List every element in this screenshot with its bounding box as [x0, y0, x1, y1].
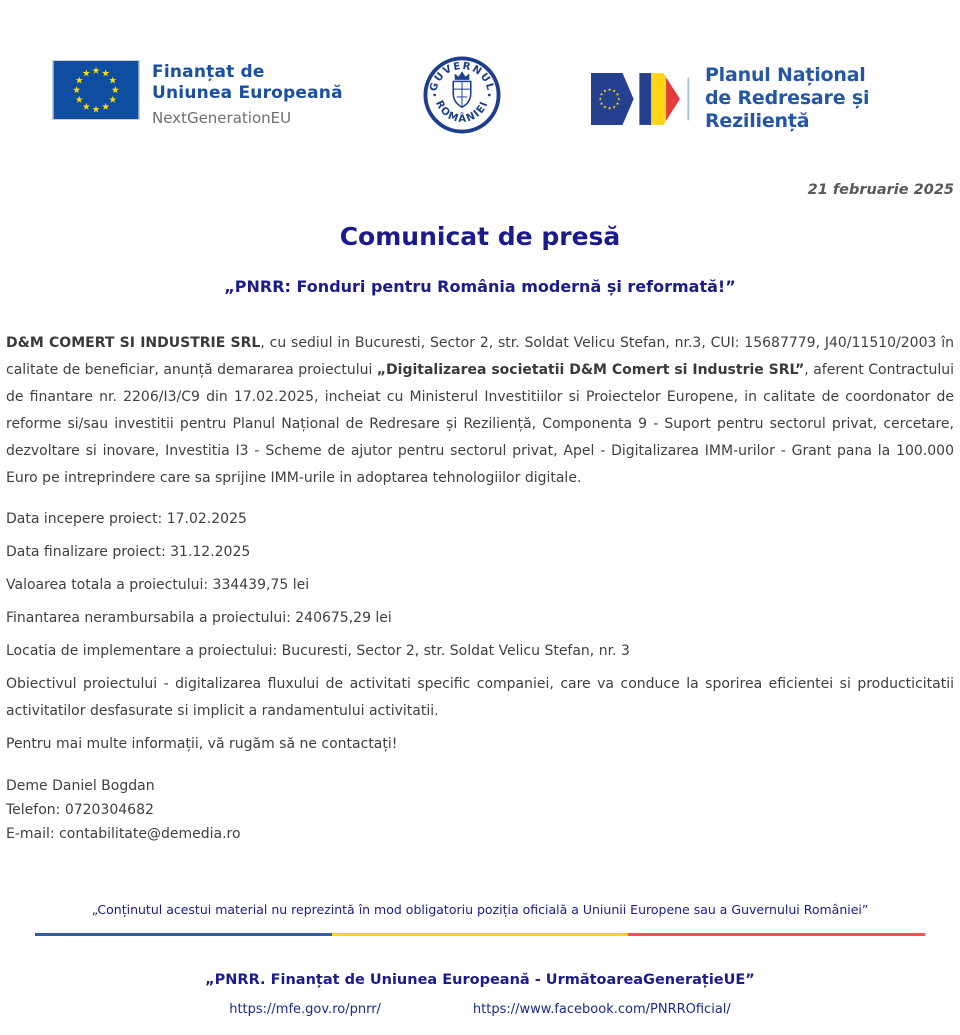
gov-seal-top-text: GUVERNUL	[428, 60, 496, 93]
pnrr-logo-text	[705, 64, 960, 133]
footer-disclaimer: „Conținutul acestui material nu reprezintă în mod obligatoriu poziția oficială a Uniunii Europene sau a Guvernului României”	[91, 902, 869, 917]
contact-name: Deme Daniel Bogdan	[6, 778, 155, 794]
pnrr-logo-icon	[591, 71, 693, 127]
footer-links	[0, 1002, 960, 1017]
eu-funded-logo-text	[152, 60, 343, 127]
pnrr-line1: Planul Național	[704, 64, 866, 86]
document-date: 21 februarie 2025	[807, 182, 954, 198]
page-title: Comunicat de presă	[339, 222, 621, 251]
detail-end-date: Data finalizare proiect: 31.12.2025	[6, 544, 251, 560]
contact-block	[6, 774, 954, 846]
eu-funded-line1: Finanțat de	[152, 62, 265, 82]
footer-link-facebook[interactable]: https://www.facebook.com/PNRROficial/	[472, 1002, 731, 1017]
eu-funded-logo	[52, 60, 343, 127]
project-details	[6, 506, 954, 758]
tricolor-blue-segment	[35, 933, 332, 936]
page-subtitle: „PNRR: Fonduri pentru România modernă și reformată!”	[224, 277, 736, 296]
contact-phone: Telefon: 0720304682	[6, 802, 154, 818]
lead-paragraph: D&M COMERT SI INDUSTRIE SRL, cu sediul in Bucuresti, Sector 2, str. Soldat Velicu Stefan, nr.3, CUI: 15687779, J40/11510/2003 în calitate de beneficiar, anunță demararea proiectului „Digitalizarea societatii D&M Comert si Industrie SRL”, aferent Contractului de finantare nr. 2206/I3/C9 din 17.02.2025, incheiat cu Ministerul Investitiilor si Proiectelor Europene, in calitate de coordonator de reforme si/sau investitii pentru Planul Național de Redresare și Reziliență, Componenta 9 - Suport pentru sectorul privat, cercetare, dezvoltare si inovare, Investitia I3 - Scheme de ajutor pentru sectorul privat, Apel - Digitalizarea IMM-urilor - Grant pana la 100.000 Euro pe intreprindere care sa sprijine IMM-urile in adoptarea tehnologiilor digitale.	[6, 335, 954, 486]
nextgeneration-eu-label: NextGenerationEU	[152, 109, 292, 127]
pnrr-logo	[591, 64, 960, 133]
detail-objective: Obiectivul proiectului - digitalizarea fluxului de activitati specific companiei, care va conduce la sporirea eficientei si producticitatii activitatilor desfasurate si implicit a randamentului activitatii.	[6, 676, 954, 719]
detail-grant-value: Finantarea nerambursabila a proiectului: 240675,29 lei	[6, 610, 392, 626]
press-body	[0, 330, 960, 846]
footer-link-mfe[interactable]: https://mfe.gov.ro/pnrr/	[229, 1002, 381, 1017]
detail-location: Locatia de implementare a proiectului: Bucuresti, Sector 2, str. Soldat Velicu Stefan, nr. 3	[6, 643, 630, 659]
gov-coat-of-arms	[453, 72, 471, 107]
detail-start-date: Data incepere proiect: 17.02.2025	[6, 511, 247, 527]
eu-flag-icon	[52, 60, 140, 120]
contact-email: E-mail: contabilitate@demedia.ro	[6, 826, 241, 842]
tricolor-yellow-segment	[332, 933, 629, 936]
detail-total-value: Valoarea totala a proiectului: 334439,75 lei	[6, 577, 310, 593]
gov-romania-seal-icon	[423, 56, 501, 134]
tricolor-red-segment	[628, 933, 925, 936]
pnrr-line2: de Redresare și Reziliență	[704, 87, 870, 132]
footer-slogan: „PNRR. Finanțat de Uniunea Europeană - UrmătoareaGenerațieUE”	[205, 972, 755, 988]
tricolor-divider	[35, 933, 925, 936]
eu-funded-line2: Uniunea Europeană	[152, 83, 343, 103]
gov-seal-bottom-text: ROMÂNIEI	[433, 98, 491, 125]
contact-invitation: Pentru mai multe informații, vă rugăm să ne contactați!	[6, 736, 398, 752]
header-logos	[0, 0, 960, 150]
